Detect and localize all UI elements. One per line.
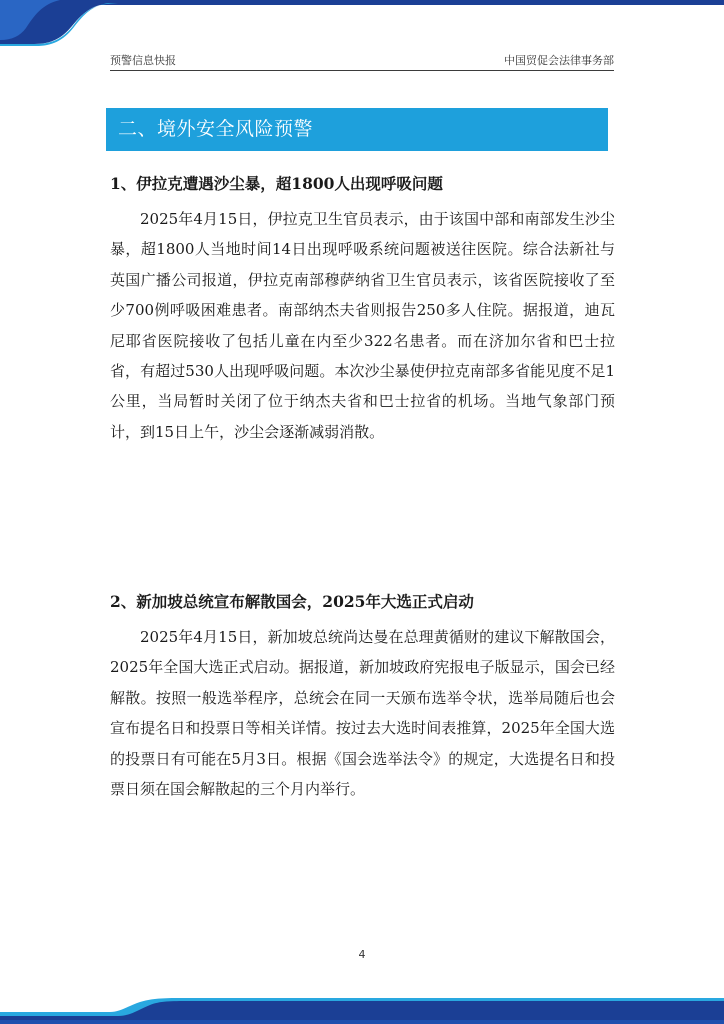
- header-decoration: [0, 0, 724, 48]
- article-title: 1、伊拉克遭遇沙尘暴，超1800人出现呼吸问题: [110, 174, 443, 193]
- page-number: 4: [358, 948, 366, 961]
- header-divider: [110, 70, 614, 71]
- header-right-text: 中国贸促会法律事务部: [504, 54, 614, 67]
- article-body: 2025年4月15日，伊拉克卫生官员表示，由于该国中部和南部发生沙尘暴，超1800人当地时间14日出现呼吸系统问题被送往医院。综合法新社与英国广播公司报道，伊拉克南部穆萨纳省卫生官员表示，该省医院接收了至少700例呼吸困难患者。南部纳杰夫省则报告250多人住院。据报道，迪瓦尼耶省医院接收了包括儿童在内至少322名患者。而在济加尔省和巴士拉省，有超过530人出现呼吸问题。本次沙尘暴使伊拉克南部多省能见度不足1公里，当局暂时关闭了位于纳杰夫省和巴士拉省的机场。当地气象部门预计，到15日上午，沙尘会逐渐减弱消散。: [110, 210, 615, 441]
- article-title: 2、新加坡总统宣布解散国会，2025年大选正式启动: [110, 592, 474, 611]
- page-header: [110, 52, 614, 68]
- section-title-banner: 二、境外安全风险预警: [106, 108, 608, 151]
- header-left-text: 预警信息快报: [110, 54, 176, 67]
- article-body: 2025年4月15日，新加坡总统尚达曼在总理黄循财的建议下解散国会，2025年全国大选正式启动。据报道，新加坡政府宪报电子版显示，国会已经解散。按照一般选举程序，总统会在同一天颁布选举令状，选举局随后也会宣布提名日和投票日等相关详情。按过去大选时间表推算，2025年全国大选的投票日有可能在5月3日。根据《国会选举法令》的规定，大选提名日和投票日须在国会解散起的三个月内举行。: [110, 628, 615, 799]
- footer-decoration: [0, 988, 724, 1024]
